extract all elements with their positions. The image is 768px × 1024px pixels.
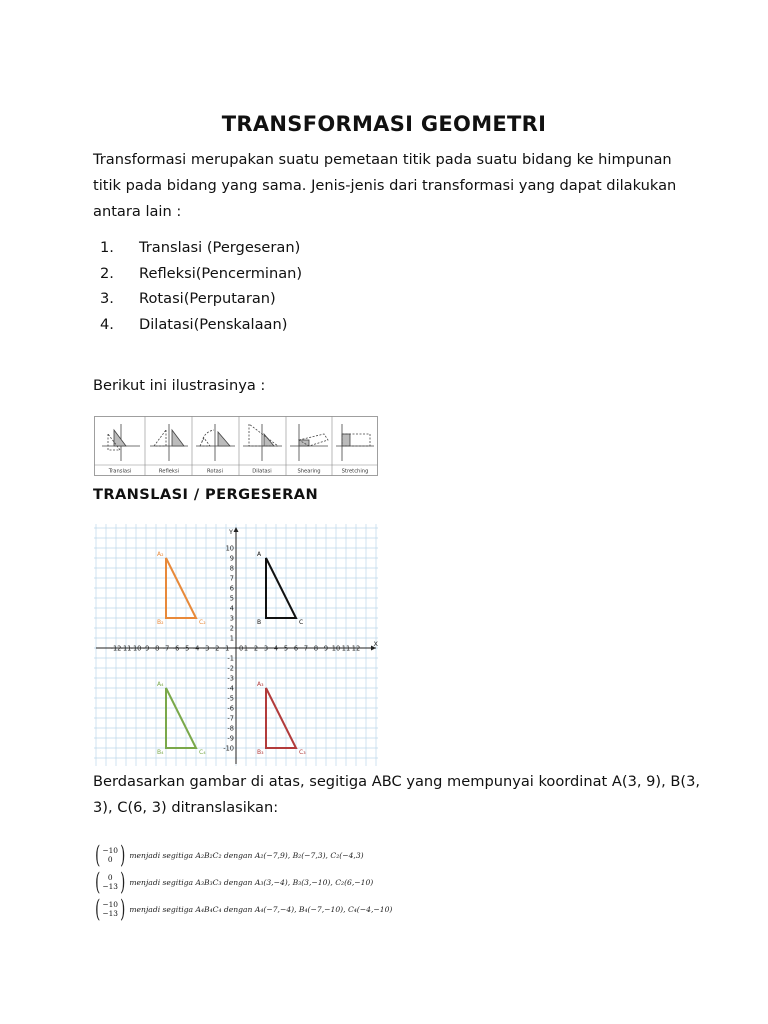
vector-top: 0 (107, 873, 113, 882)
vertex-label: B₃ (257, 749, 264, 756)
transformation-list (100, 235, 302, 337)
x-tick-label: -10 (130, 644, 142, 653)
y-tick-label: -1 (227, 654, 234, 663)
formula-text: menjadi segitiga A₂B₂C₂ dengan A₂(−7,9), B₂(−7,3), C₂(−4,3) (129, 850, 364, 860)
x-tick-label: 7 (303, 644, 309, 653)
list-text: Translasi (Pergeseran) (139, 239, 301, 256)
vertex-label: A₃ (257, 681, 264, 688)
formula-row (93, 897, 392, 921)
strip-label: Refleksi (158, 468, 180, 475)
y-tick-label: 8 (229, 564, 234, 573)
y-tick-label: -10 (223, 744, 234, 753)
vertex-label: C₄ (199, 749, 206, 756)
x-tick-label: 4 (273, 644, 279, 653)
page-title: TRANSFORMASI GEOMETRI (221, 112, 547, 136)
vector-top: −10 (102, 846, 118, 855)
y-tick-label: -5 (227, 694, 234, 703)
x-tick-label: 0 (239, 644, 244, 653)
x-tick-label: -3 (202, 644, 210, 653)
y-axis-label: Y (229, 528, 233, 536)
y-tick-label: 4 (229, 604, 234, 613)
list-item (100, 261, 302, 287)
formula-row (93, 870, 373, 894)
x-axis-label: X (373, 640, 378, 648)
list-text: Dilatasi(Penskalaan) (139, 315, 288, 333)
y-tick-label: 5 (229, 594, 234, 603)
x-tick-label: -2 (212, 644, 220, 653)
x-tick-label: 1 (243, 644, 249, 653)
y-tick-label: -2 (227, 664, 234, 673)
list-number: 3. (100, 290, 114, 307)
illustration-intro: Berikut ini ilustrasinya : (93, 377, 266, 394)
y-tick-label: 6 (229, 584, 234, 593)
translation-vector: ( −10 −13 ) (95, 895, 126, 923)
x-tick-label: 6 (293, 644, 299, 653)
y-tick-label: 9 (229, 554, 234, 563)
y-tick-label: 2 (229, 624, 234, 633)
translation-graph (94, 524, 378, 766)
y-tick-label: -4 (227, 684, 234, 693)
vertex-label: A₄ (157, 681, 164, 688)
translation-formulas (93, 841, 393, 923)
list-number: 4. (100, 315, 114, 333)
description-paragraph: Berdasarkan gambar di atas, segitiga ABC yang mempunyai koordinat A(3, 9), B(3, 3), C(6, 3) ditranslasikan: (93, 773, 701, 816)
y-tick-label: -9 (227, 734, 234, 743)
x-tick-label: -4 (192, 644, 200, 653)
vector-bottom: −13 (102, 909, 118, 918)
y-tick-label: 10 (225, 544, 234, 553)
x-tick-label: -8 (152, 644, 160, 653)
list-item (100, 312, 302, 338)
y-tick-label: 7 (229, 574, 234, 583)
x-tick-label: -6 (172, 644, 180, 653)
y-tick-label: -6 (227, 704, 234, 713)
list-number: 2. (100, 264, 114, 282)
list-text: Rotasi(Perputaran) (139, 290, 276, 307)
x-tick-label: -1 (222, 644, 230, 653)
list-item (100, 235, 302, 261)
strip-label: Dilatasi (252, 468, 272, 475)
vertex-label: C₂ (199, 619, 206, 626)
vertex-label: C₃ (299, 749, 306, 756)
x-tick-label: 9 (323, 644, 329, 653)
list-number: 1. (100, 239, 114, 256)
y-tick-label: 1 (229, 634, 234, 643)
strip-label: Rotasi (207, 468, 223, 475)
x-tick-label: 3 (263, 644, 269, 653)
x-tick-label: 11 (341, 644, 351, 653)
vertex-label: B₄ (157, 749, 164, 756)
formula-row (93, 843, 364, 867)
vertex-label: C (299, 619, 304, 626)
section-heading-translasi: TRANSLASI / PERGESERAN (93, 486, 319, 503)
x-tick-label: -5 (182, 644, 190, 653)
y-tick-label: -8 (227, 724, 234, 733)
strip-label: Stretching (341, 468, 369, 475)
vector-bottom: −13 (102, 882, 118, 891)
x-tick-label: -7 (162, 644, 170, 653)
y-tick-label: -3 (227, 674, 234, 683)
translation-vector: ( 0 −13 ) (95, 868, 126, 896)
vertex-label: A (257, 551, 262, 558)
vector-bottom: 0 (107, 855, 113, 864)
transformation-illustration-strip (94, 416, 378, 476)
y-tick-label: -7 (227, 714, 234, 723)
list-text: Refleksi(Pencerminan) (139, 264, 303, 282)
x-tick-label: -9 (142, 644, 150, 653)
vertex-label: B₂ (157, 619, 164, 626)
y-tick-label: 3 (229, 614, 234, 623)
x-tick-label: 5 (283, 644, 289, 653)
formula-text: menjadi segitiga A₄B₄C₄ dengan A₄(−7,−4), B₄(−7,−10), C₄(−4,−10) (129, 904, 393, 914)
translation-vector: ( −10 0 ) (95, 841, 126, 869)
strip-label: Shearing (297, 468, 321, 475)
vector-top: −10 (102, 900, 118, 909)
x-tick-label: 2 (253, 644, 259, 653)
vertex-label: A₂ (157, 551, 164, 558)
formula-text: menjadi segitiga A₃B₃C₃ dengan A₃(3,−4), B₃(3,−10), C₂(6,−10) (129, 877, 374, 887)
x-tick-label: -12 (110, 644, 122, 653)
x-tick-label: -11 (120, 644, 132, 653)
vertex-label: B (257, 619, 262, 626)
x-tick-label: 8 (313, 644, 319, 653)
x-tick-label: 12 (351, 644, 361, 653)
intro-paragraph: Transformasi merupakan suatu pemetaan titik pada suatu bidang ke himpunan titik pada bidang yang sama. Jenis-jenis dari transformasi yang dapat dilakukan antara lain : (93, 151, 677, 220)
strip-label: Translasi (108, 468, 132, 475)
x-tick-label: 10 (331, 644, 341, 653)
list-item (100, 286, 302, 312)
